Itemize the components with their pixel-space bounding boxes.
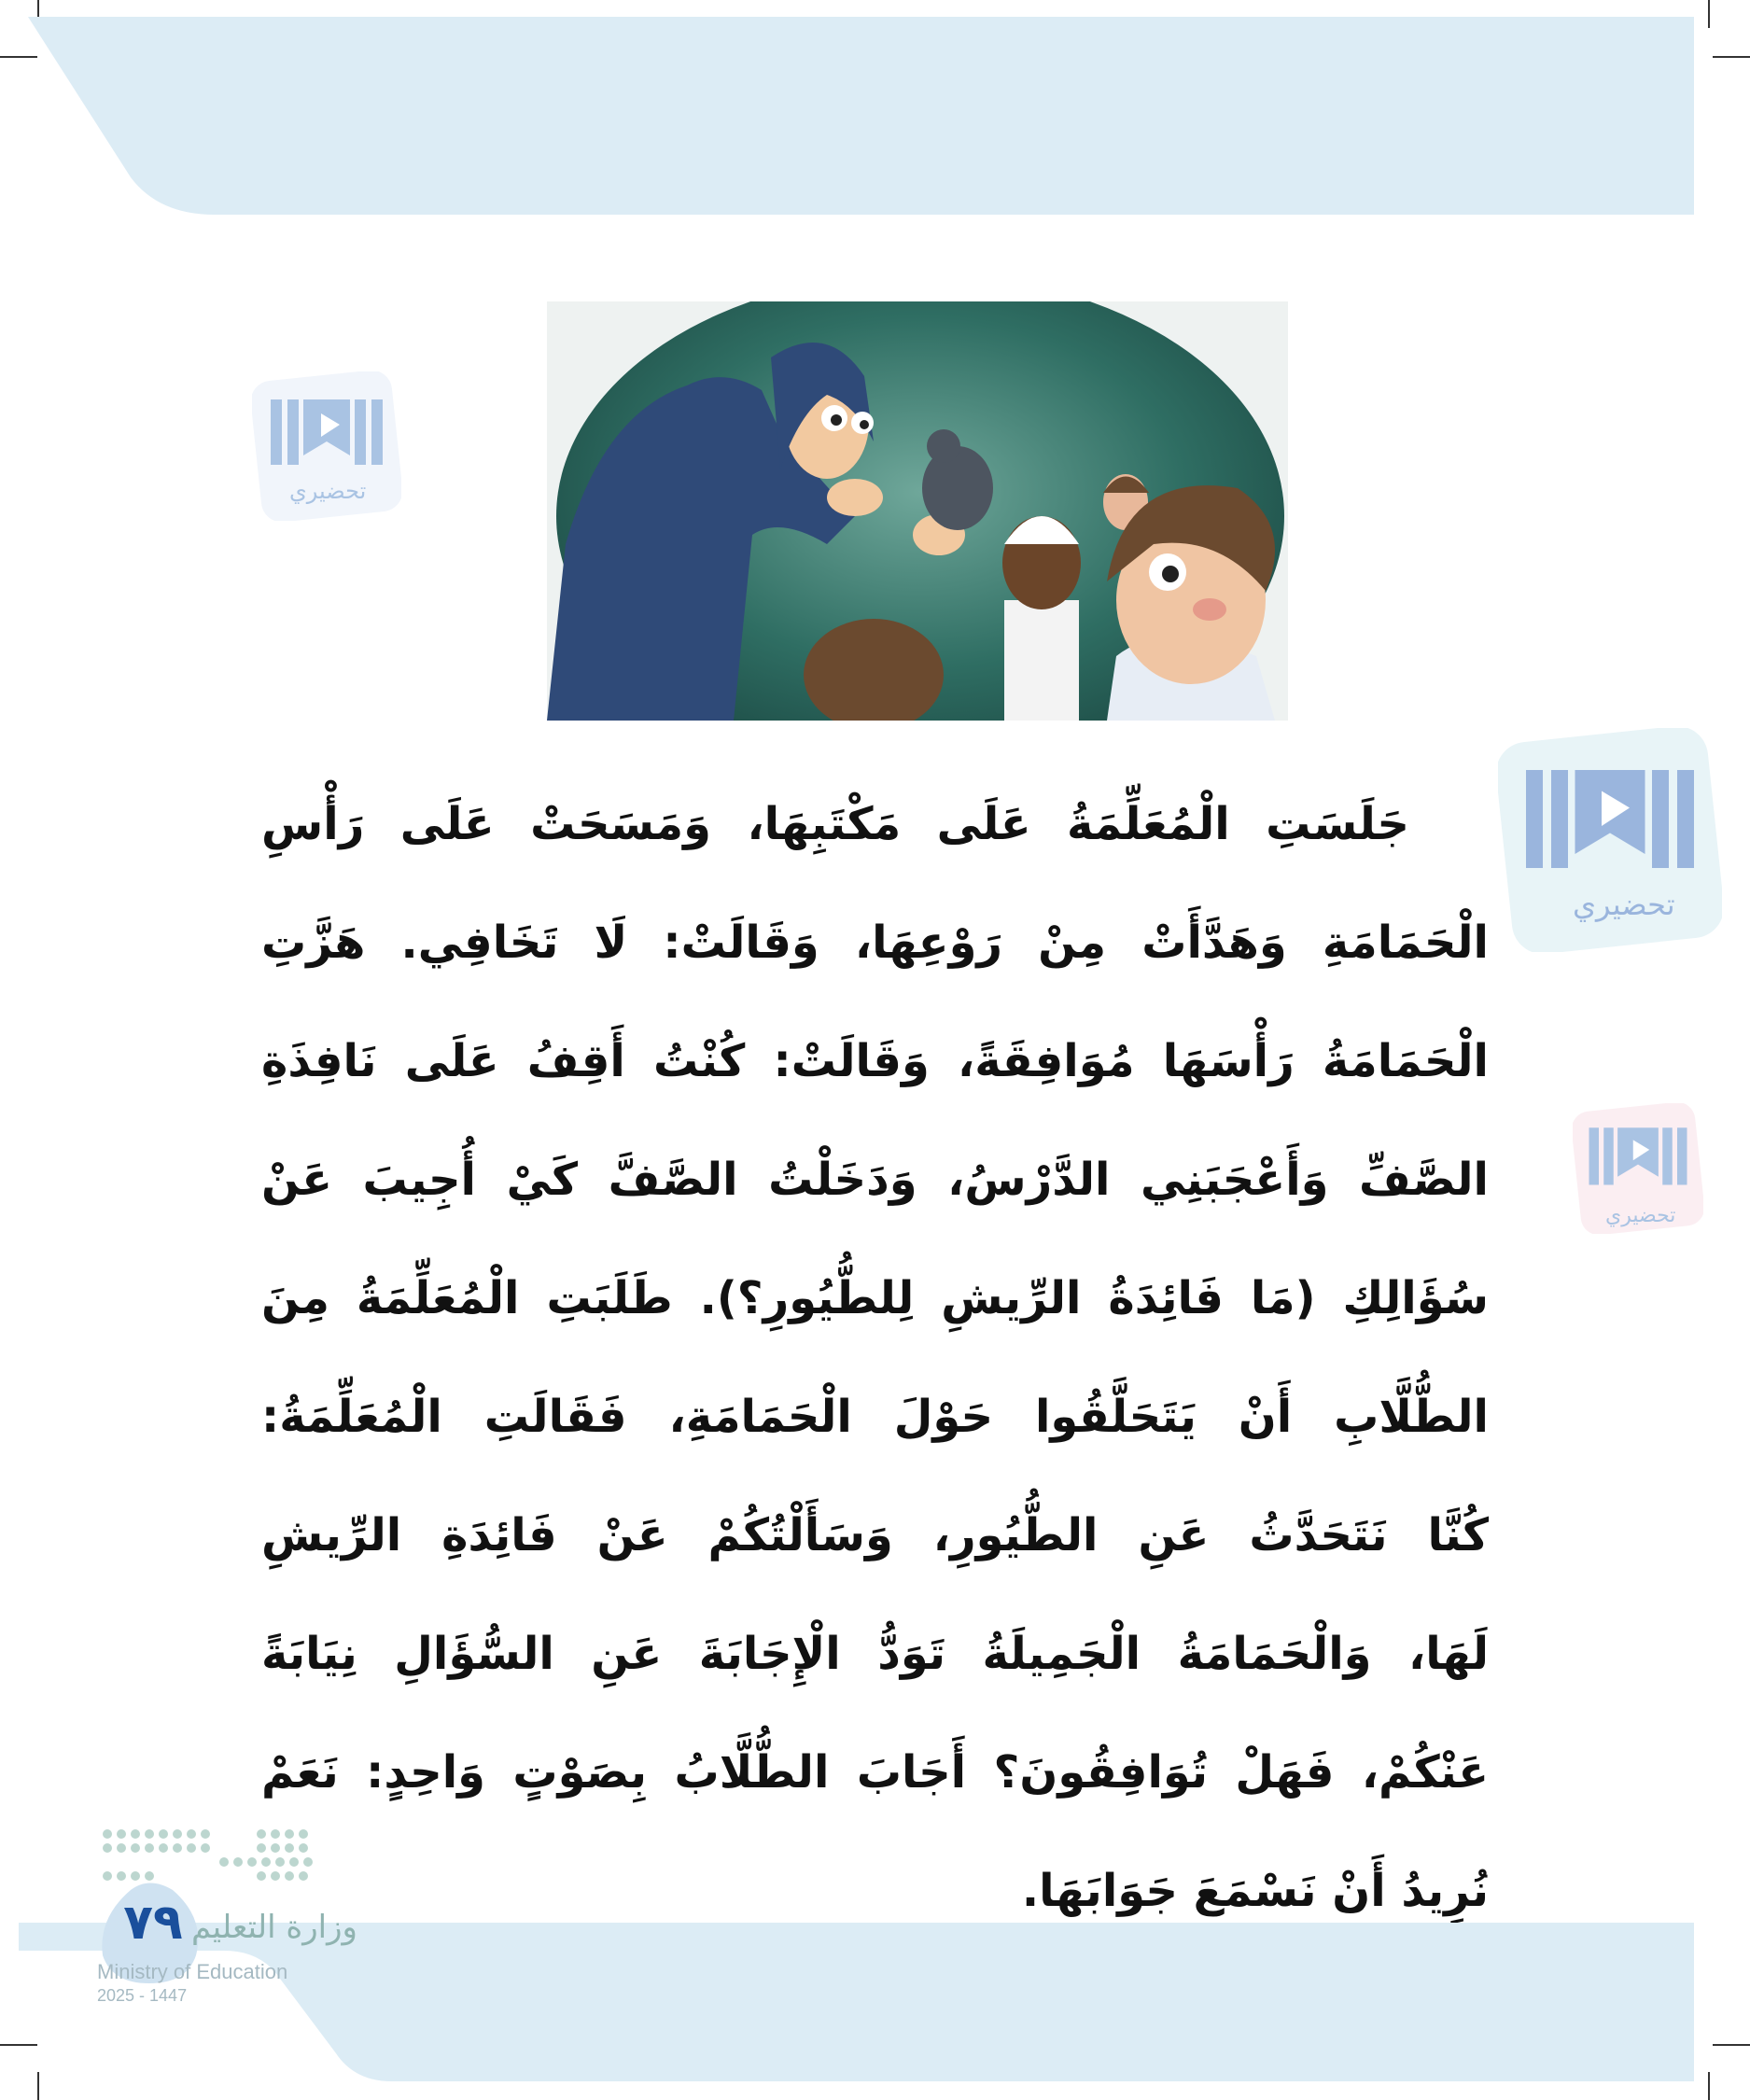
ministry-year: 2025 - 1447 [97,1986,188,2005]
story-line: سُؤَالِكِ (مَا فَائِدَةُ الرِّيشِ لِلطُّيُورِ؟). طَلَبَتِ الْمُعَلِّمَةُ مِنَ [261,1272,1489,1324]
story-illustration [547,301,1288,721]
story-line: لَهَا، وَالْحَمَامَةُ الْجَمِيلَةُ تَوَدُّ الْإِجَابَةَ عَنِ السُّؤَالِ نِيَابَةً [261,1628,1489,1680]
story-line: الْحَمَامَةِ وَهَدَّأَتْ مِنْ رَوْعِهَا، وَقَالَتْ: لَا تَخَافِي. هَزَّتِ [261,917,1489,969]
story-line: الْحَمَامَةُ رَأْسَهَا مُوَافِقَةً، وَقَالَتْ: كُنْتُ أَقِفُ عَلَى نَافِذَةِ [261,1035,1489,1087]
story-line: الصَّفِّ وَأَعْجَبَنِي الدَّرْسُ، وَدَخَلْتُ الصَّفَّ كَيْ أُجِيبَ عَنْ [261,1154,1489,1206]
story-line: عَنْكُمْ، فَهَلْ تُوَافِقُونَ؟ أَجَابَ الطُّلَّابُ بِصَوْتٍ وَاحِدٍ: نَعَمْ [261,1746,1489,1799]
watermark-label: تحضيري [1605,1204,1676,1227]
teacher-pigeon-students-image [547,301,1288,721]
ministry-name-english: Ministry of Education [97,1960,288,1983]
top-decorative-band [0,0,1750,219]
watermark-label: تحضيري [1573,887,1675,922]
story-text [261,765,1489,1951]
watermark-label: تحضيري [289,478,367,504]
story-line: نُرِيدُ أَنْ نَسْمَعَ جَوَابَهَا. [1021,1865,1489,1917]
page-number: ٧٩ [123,1895,183,1951]
story-line: الطُّلَّابِ أَنْ يَتَحَلَّقُوا حَوْلَ الْحَمَامَةِ، فَقَالَتِ الْمُعَلِّمَةُ: [261,1391,1489,1443]
ministry-name-arabic: وزارة التعليم [191,1909,357,1946]
story-line: كُنَّا نَتَحَدَّثُ عَنِ الطُّيُورِ، وَسَأَلْتُكُمْ عَنْ فَائِدَةِ الرِّيشِ [261,1509,1489,1561]
story-line: جَلَسَتِ الْمُعَلِّمَةُ عَلَى مَكْتَبِهَا، وَمَسَحَتْ عَلَى رَأْسِ [261,798,1409,850]
